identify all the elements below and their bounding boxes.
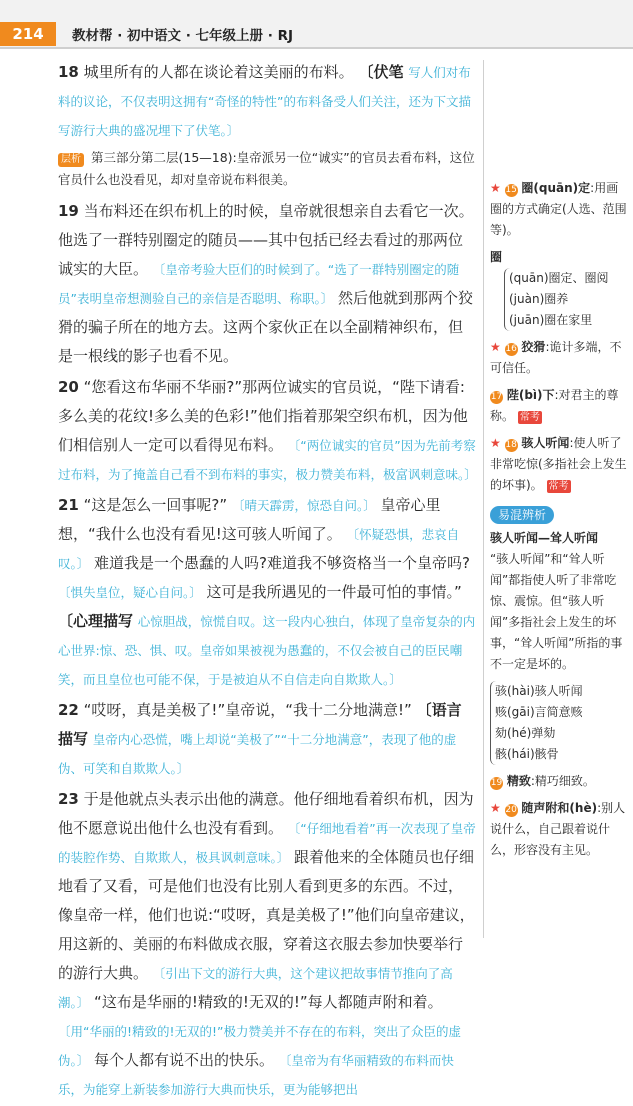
layer-summary: 层析 第三部分第二层(15—18):皇帝派另一位“诚实”的官员去看布料，这位官员什么也没看见，却对皇帝说布料很美。 bbox=[58, 150, 475, 187]
note-18: ★ 18 骇人听闻:使人听了非常吃惊(多指社会上发生的坏事)。 常考 bbox=[490, 436, 627, 492]
similar-chars: 骇(hài)骇人听闻 赅(gāi)言简意赅 劾(hé)弹劾 骸(hái)骸骨 bbox=[490, 681, 630, 765]
polyphone-quan: 圈 (quān)圈定、圈阅 (juàn)圈养 (juān)圈在家里 bbox=[490, 247, 630, 331]
column-divider bbox=[483, 60, 484, 938]
note-20: ★ 20 随声附和(hè):别人说什么，自己跟着说什么，形容没有主见。 bbox=[490, 801, 626, 857]
book-title: 教材帮 · 初中语文 · 七年级上册 · RJ bbox=[72, 28, 294, 44]
paragraph-22: 22 “哎呀，真是美极了!”皇帝说，“我十二分地满意!” 〔语言描写 皇帝内心恐慌，嘴上却说“美极了”“十二分地满意”，表现了他的虚伪、可笑和自欺欺人。〕 bbox=[58, 701, 462, 776]
main-text bbox=[58, 58, 476, 1106]
confusion-box: 易混辨析 骇人听闻—耸人听闻 “骇人听闻”和“耸人听闻”都指使人听了非常吃惊、震惊。但“骇人听闻”多指社会上发生的坏事，“耸人听闻”所指的事不一定是坏的。 bbox=[490, 508, 623, 671]
page-number: 214 bbox=[0, 22, 56, 46]
note-16: ★ 16 狡猾:诡计多端，不可信任。 bbox=[490, 340, 622, 375]
paragraph-23: 23 于是他就点头表示出他的满意。他仔细地看着织布机，因为他不愿意说出他什么也没有看到。 〔“仔细地看着”再一次表现了皇帝的装腔作势、自欺欺人，极具讽刺意味。〕 跟着他来的全体随员也仔细地看了又看，可是他们也没有比别人看到更多的东西。不过，像皇帝一样，他们也说:“哎呀，真是美极了!”他们向皇帝建议，用这新的、美丽的布料做成衣服，穿着这衣服去参加快要举行的游行大典。 〔引出下文的游行大典，这个建议把故事情节推向了高潮。〕 “这布是华丽的!精致的!无双的!”每人都随声附和着。 〔用“华丽的!精致的!无双的!”极力赞美并不存在的布料，突出了众臣的虚伪。〕 每个人都有说不出的快乐。 〔皇帝为有华丽精致的布料而快乐，为能穿上新装参加游行大典而快乐，更为能够把出 bbox=[58, 790, 476, 1097]
paragraph-18: 18 城里所有的人都在谈论着这美丽的布料。 〔伏笔 写人们对布料的议论，不仅表明这拥有“奇怪的特性”的布料备受人们关注，还为下文描写游行大典的盛况埋下了伏笔。〕 bbox=[58, 63, 471, 138]
paragraph-19: 19 当布料还在织布机上的时候，皇帝就很想亲自去看它一次。他选了一群特别圈定的随员——其中包括已经去看过的那两位诚实的大臣。 〔皇帝考验大臣们的时候到了。“选了一群特别圈定的随员”表明皇帝想测验自己的亲信是否聪明、称职。〕 然后他就到那两个狡猾的骗子所在的地方去。这两个家伙正在以全副精神织布，但是一根线的影子也看不见。 bbox=[58, 202, 474, 365]
note-17: 17 陛(bì)下:对君主的尊称。 常考 bbox=[490, 388, 619, 423]
paragraph-20: 20 “您看这布华丽不华丽?”那两位诚实的官员说，“陛下请看:多么美的花纹!多么美的色彩!”他们指着那架空织布机，因为他们相信别人一定可以看得见布料。 〔“两位诚实的官员”因为先前考察过布料，为了掩盖自己看不到布料的事实，极力赞美布料，极富讽刺意味。〕 bbox=[58, 378, 477, 482]
header-bar bbox=[0, 0, 633, 49]
note-19: 19 精致:精巧细致。 bbox=[490, 774, 595, 788]
sidebar-notes bbox=[490, 178, 630, 867]
paragraph-21: 21 “这是怎么一回事呢?” 〔晴天霹雳，惊恐自问。〕 皇帝心里想，“我什么也没有看见!这可骇人听闻了。 〔怀疑恐惧，悲哀自叹。〕 难道我是一个愚蠢的人吗?难道我不够资格当一个皇帝吗? 〔惧失皇位，疑心自问。〕 这可是我所遇见的一件最可怕的事情。” 〔心理描写 心惊胆战，惊慌自叹。这一段内心独白，体现了皇帝复杂的内心世界:惊、恐、惧、叹。皇帝如果被视为愚蠢的，不仅会被自己的臣民嘲笑，而且皇位也可能不保，于是被迫从不自信走向自欺欺人。〕 bbox=[58, 496, 476, 687]
note-15: ★ 15 圈(quān)定:用画圈的方式确定(人选、范围等)。 bbox=[490, 181, 627, 237]
